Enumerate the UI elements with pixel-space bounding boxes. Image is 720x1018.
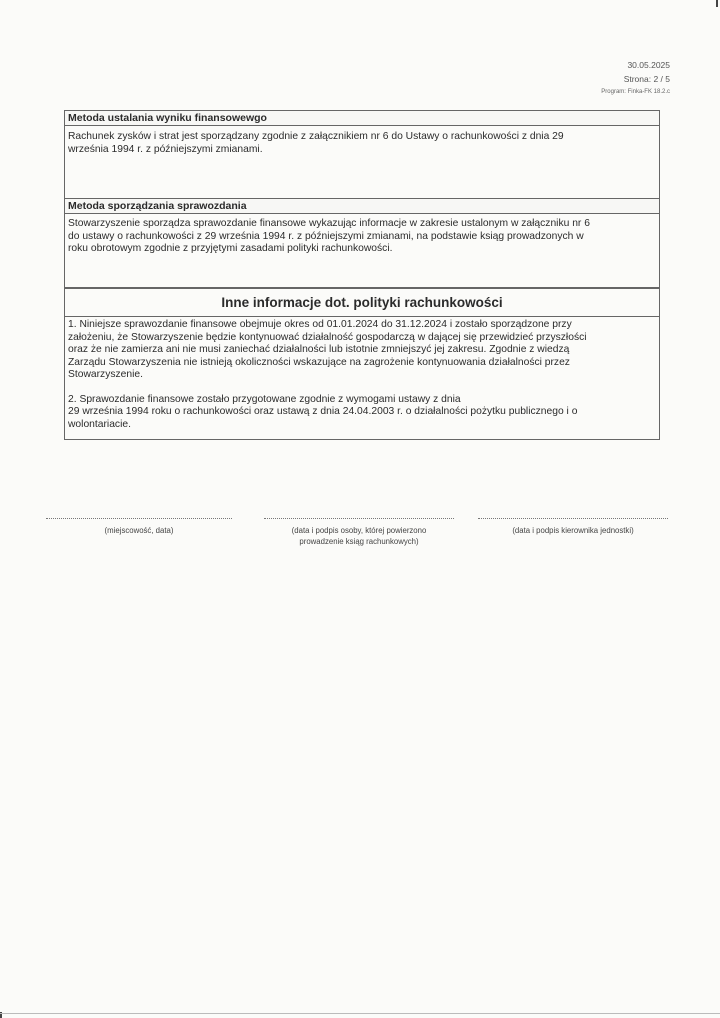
page-number: Strona: 2 / 5 — [623, 74, 670, 84]
section-body: Rachunek zysków i strat jest sporządzany zgodnie z załącznikiem nr 6 do Ustawy o rachunkowości z dnia 29 września 1994 r. z późniejszymi zmianami. — [68, 131, 564, 155]
section-title: Metoda sporządzania sprawozdania — [65, 199, 659, 214]
section-body: Stowarzyszenie sporządza sprawozdanie finansowe wykazując informacje w zakresie ustalonym w załączniku nr 6 do ustawy o rachunkowości z 29 września 1994 r. z późniejszymi zmianami, na podstawie ksiąg prowadzonych w roku obrotowym zgodnie z przyjętymi zasadami polityki rachunkowości. — [68, 218, 590, 254]
scan-edge-line — [0, 1013, 720, 1014]
signature-caption: (miejscowość, data) — [104, 526, 174, 535]
program-name: Program: Finka-FK 18.2.c — [601, 89, 670, 95]
signature-bookkeeper — [264, 518, 454, 547]
signature-place-date — [46, 518, 232, 536]
document-header — [601, 58, 670, 98]
section-title: Metoda ustalania wyniku finansowewgo — [65, 111, 659, 126]
signature-caption: (data i podpis osoby, której powierzono prowadzenie ksiąg rachunkowych) — [291, 526, 427, 546]
print-date: 30.05.2025 — [627, 60, 670, 70]
signature-caption: (data i podpis kierownika jednostki) — [512, 526, 634, 535]
signature-line — [478, 518, 668, 519]
section-body — [68, 319, 653, 431]
section-other-info — [64, 288, 660, 440]
paragraph: 1. Niniejsze sprawozdanie finansowe obejmuje okres od 01.01.2024 do 31.12.2024 i zostało sporządzone przy założeniu, że Stowarzyszenie będzie kontynuować działalność gospodarczą w dającej się przewidzieć przyszłości oraz że nie zamierza ani nie musi zaniechać działalności lub istotnie zmniejszyć jej zakresu. Zgodnie z wiedzą Zarządu Stowarzyszenia nie istnieją okoliczności wskazujące na zagrożenie kontynuowania działalności przez Stowarzyszenie. — [68, 319, 587, 380]
section-report-method — [64, 198, 660, 288]
signature-line — [264, 518, 454, 519]
scan-mark — [716, 0, 718, 7]
section-heading: Inne informacje dot. polityki rachunkowości — [65, 289, 659, 317]
section-result-method — [64, 110, 660, 200]
signature-head — [478, 518, 668, 536]
paragraph: 2. Sprawozdanie finansowe zostało przygotowane zgodnie z wymogami ustawy z dnia 29 września 1994 roku o rachunkowości oraz ustawą z dnia 24.04.2003 r. o działalności pożytku publicznego i o wolontariacie. — [68, 393, 578, 430]
signature-line — [46, 518, 232, 519]
